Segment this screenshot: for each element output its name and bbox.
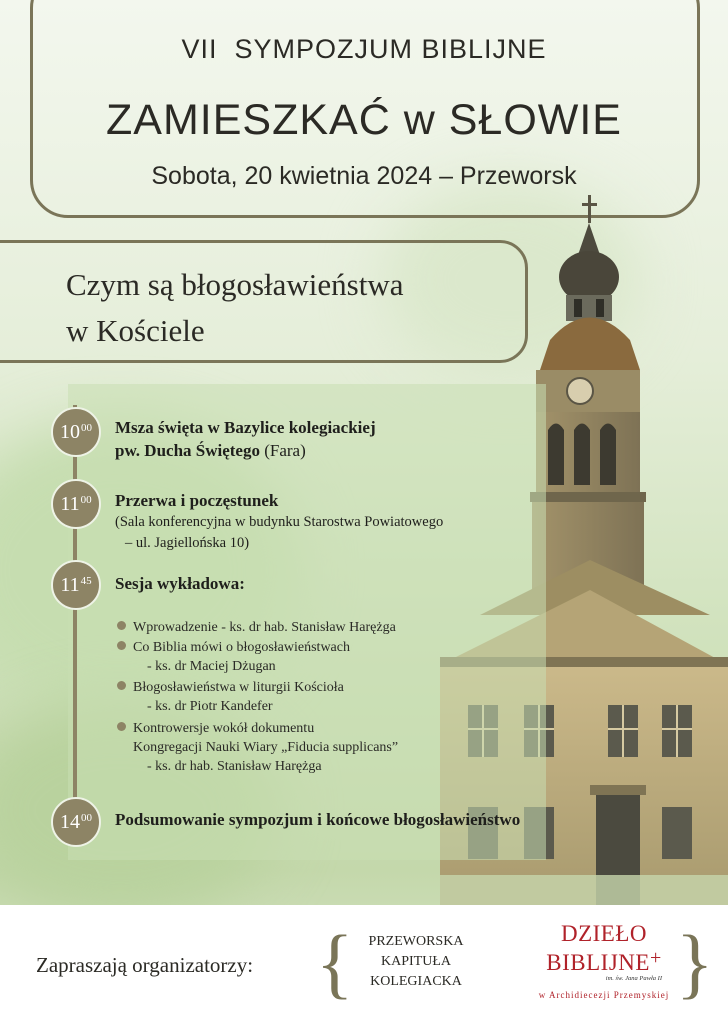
organizer-line: KAPITUŁA xyxy=(381,954,451,969)
time-hour: 14 xyxy=(60,810,80,833)
organizer-line: KOLEGIACKA xyxy=(370,974,462,989)
time-badge-1145 xyxy=(51,560,101,610)
subtitle-line-1: Czym są błogosławieństwa xyxy=(66,267,404,302)
time-hour: 10 xyxy=(60,420,80,443)
schedule-item-session xyxy=(115,572,245,595)
talk-line: Co Biblia mówi o błogosławieństwach xyxy=(133,640,350,655)
talk-line: - ks. dr Piotr Kandefer xyxy=(147,699,273,714)
time-minutes: 00 xyxy=(81,811,92,824)
talk-item xyxy=(117,638,350,676)
logo-line: BIBLIJNE xyxy=(546,950,650,975)
item-title-rest: (Fara) xyxy=(259,441,306,460)
schedule-item-mass xyxy=(115,416,376,462)
organizers-invite: Zapraszają organizatorzy: xyxy=(36,953,254,977)
organizer-line: PRZEWORSKA xyxy=(368,934,464,949)
time-minutes: 00 xyxy=(81,421,92,434)
talk-item xyxy=(117,678,344,716)
time-hour: 11 xyxy=(60,573,80,596)
schedule-item-break xyxy=(115,489,443,554)
organizer-kapitula xyxy=(346,932,486,992)
bullet-icon xyxy=(117,722,126,731)
item-title: Podsumowanie sympozjum i końcowe błogosławieństwo xyxy=(115,810,521,829)
item-note: – ul. Jagiellońska 10) xyxy=(125,535,250,551)
talk-line: - ks. dr hab. Stanisław Harężga xyxy=(147,759,322,774)
bullet-icon xyxy=(117,621,126,630)
organizer-dzielo-biblijne-logo xyxy=(524,922,684,1000)
item-title: Sesja wykładowa: xyxy=(115,574,245,593)
talk-item xyxy=(117,618,396,637)
bullet-icon xyxy=(117,641,126,650)
logo-line: DZIEŁO xyxy=(560,921,648,946)
time-badge-1000 xyxy=(51,407,101,457)
symposium-edition: VII SYMPOZJUM BIBLIJNE xyxy=(181,34,547,64)
main-title: ZAMIESZKAĆ w SŁOWIE xyxy=(106,96,622,144)
subtitle-line-2: w Kościele xyxy=(66,313,205,348)
time-badge-1100 xyxy=(51,479,101,529)
item-title: Przerwa i poczęstunek xyxy=(115,491,279,510)
time-badge-1400 xyxy=(51,797,101,847)
left-brace: { xyxy=(316,919,354,1006)
schedule-item-closing xyxy=(115,808,520,831)
time-minutes: 00 xyxy=(80,493,92,506)
talk-line: Kontrowersje wokół dokumentu xyxy=(133,721,315,736)
talk-line: - ks. dr Maciej Dżugan xyxy=(147,659,276,674)
item-note: (Sala konferencyjna w budynku Starostwa Powiatowego xyxy=(115,514,444,530)
talk-line: Wprowadzenie - ks. dr hab. Stanisław Harężga xyxy=(133,620,396,635)
cross-icon: + xyxy=(649,947,662,969)
logo-diocese: w Archidiecezji Przemyskiej xyxy=(538,990,670,1000)
item-title-bold: pw. Ducha Świętego xyxy=(115,441,260,460)
bullet-icon xyxy=(117,681,126,690)
time-hour: 11 xyxy=(60,492,80,515)
talk-line: Kongregacji Nauki Wiary „Fiducia supplicans” xyxy=(133,740,399,755)
date-line: Sobota, 20 kwietnia 2024 – Przeworsk xyxy=(151,162,577,190)
time-minutes: 45 xyxy=(80,574,92,587)
talk-item xyxy=(117,719,398,776)
item-title: Msza święta w Bazylice kolegiackiej xyxy=(115,418,376,437)
logo-patron: im. św. Jana Pawła II xyxy=(605,975,662,982)
talk-line: Błogosławieństwa w liturgii Kościoła xyxy=(133,680,344,695)
timeline-line xyxy=(73,405,77,825)
right-brace: } xyxy=(676,919,714,1006)
